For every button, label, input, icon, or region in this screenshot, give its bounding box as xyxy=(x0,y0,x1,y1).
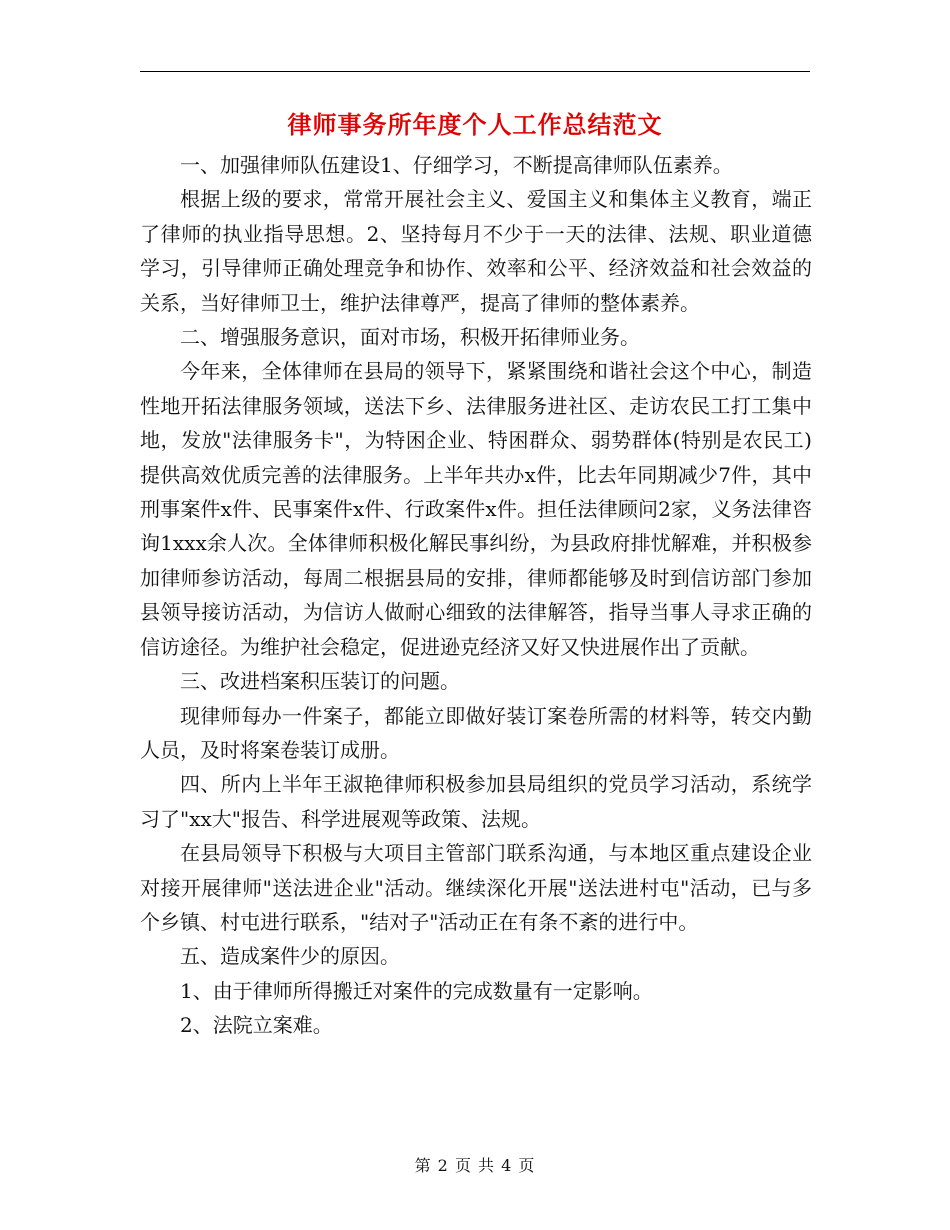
paragraph-11: 2、法院立案难。 xyxy=(180,1013,333,1038)
paragraph-1: 一、加强律师队伍建设1、仔细学习，不断提高律师队伍素养。 xyxy=(180,153,733,177)
paragraph-5: 三、改进档案积压装订的问题。 xyxy=(180,669,460,694)
paragraph-7: 四、所内上半年王淑艳律师积极参加县局组织的党员学习活动，系统学习了"xx大"报告、科学进展观等政策、法规。 xyxy=(140,772,812,831)
paragraph-6: 现律师每办一件案子，都能立即做好装订案卷所需的材料等，转交内勤人员，及时将案卷装订成册。 xyxy=(140,703,812,762)
header-rule xyxy=(140,71,810,72)
paragraph-4: 今年来，全体律师在县局的领导下，紧紧围绕和谐社会这个中心，制造性地开拓法律服务领域，送法下乡、法律服务进社区、走访农民工打工集中地，发放"法律服务卡"，为特困企业、特困群众、弱势群体(特别是农民工)提供高效优质完善的法律服务。上半年共办x件，比去年同期减少7件，其中刑事案件x件、民事案件x件、行政案件x件。担任法律顾问2家，义务法律咨询1xxx余人次。全体律师积极化解民事纠纷，为县政府排忧解难，并积极参加律师参访活动，每周二根据县局的安排，律师都能够及时到信访部门参加县领导接访活动，为信访人做耐心细致的法律解答，指导当事人寻求正确的信访途径。为维护社会稳定，促进逊克经济又好又快进展作出了贡献。 xyxy=(140,359,812,659)
document-title: 律师事务所年度个人工作总结范文 xyxy=(287,111,663,139)
paragraph-9: 五、造成案件少的原因。 xyxy=(180,944,400,969)
document-body xyxy=(140,148,812,1043)
paragraph-3: 二、增强服务意识，面对市场，积极开拓律师业务。 xyxy=(180,325,640,350)
page-number-footer: 第 2 页 共 4 页 xyxy=(414,1156,536,1175)
paragraph-8: 在县局领导下积极与大项目主管部门联系沟通，与本地区重点建设企业对接开展律师"送法进企业"活动。继续深化开展"送法进村屯"活动，已与多个乡镇、村屯进行联系，"结对子"活动正在有条不紊的进行中。 xyxy=(140,841,812,934)
paragraph-10: 1、由于律师所得搬迁对案件的完成数量有一定影响。 xyxy=(180,978,653,1003)
paragraph-2: 根据上级的要求，常常开展社会主义、爱国主义和集体主义教育，端正了律师的执业指导思想。2、坚持每月不少于一天的法律、法规、职业道德学习，引导律师正确处理竞争和协作、效率和公平、经济效益和社会效益的关系，当好律师卫士，维护法律尊严，提高了律师的整体素养。 xyxy=(140,187,812,315)
